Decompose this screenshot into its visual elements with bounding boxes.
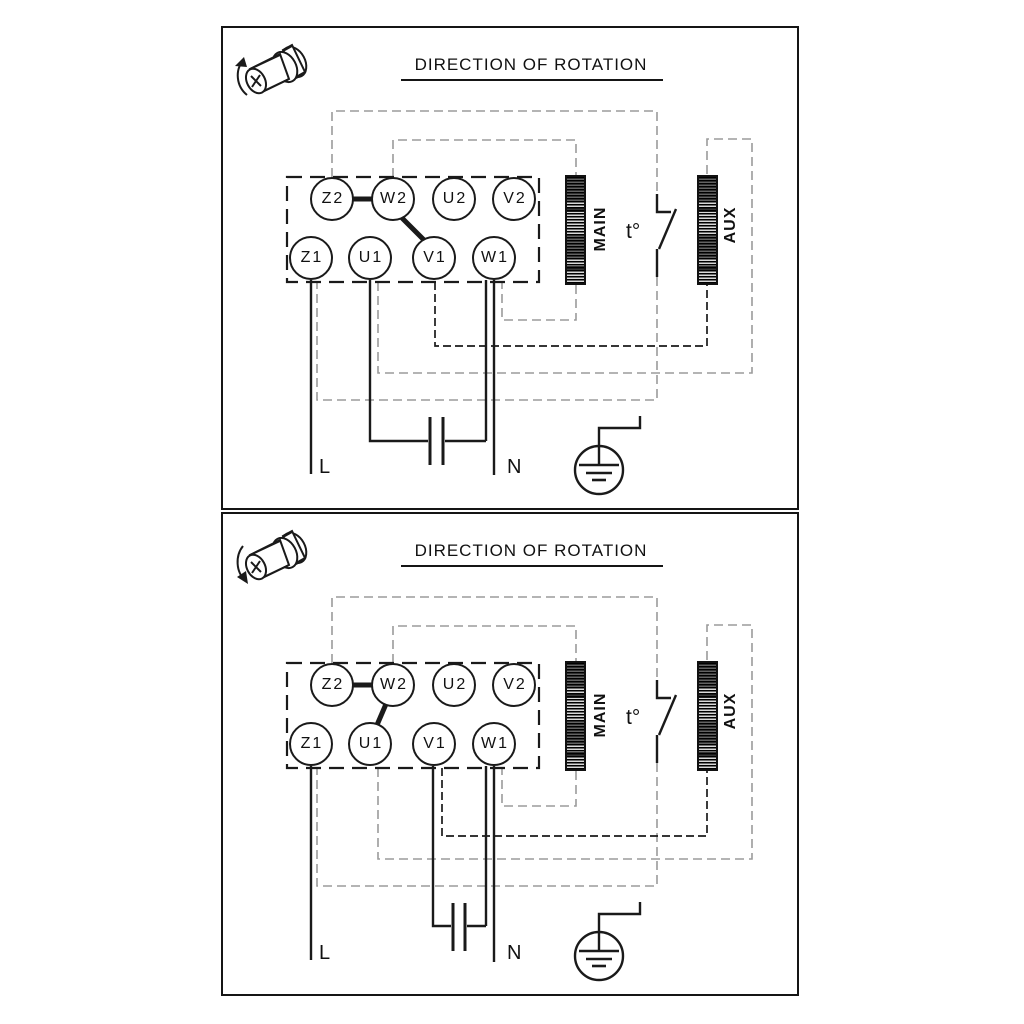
- terminal-v2: [492, 177, 536, 221]
- line-label-L: L: [319, 942, 331, 964]
- bridge-w2-u1: [377, 704, 386, 725]
- terminal-u1: [348, 722, 392, 766]
- aux-winding-symbol: [697, 175, 718, 285]
- panel-title: DIRECTION OF ROTATION: [414, 541, 648, 560]
- main-winding-symbol: [565, 661, 586, 771]
- terminal-label: Z2: [321, 190, 345, 207]
- thermal-switch-label: t°: [626, 706, 641, 729]
- rotation-direction-icon-up: [233, 40, 315, 100]
- line-label-N: N: [507, 456, 522, 478]
- aux-winding-label: AUX: [722, 206, 739, 244]
- line-label-N: N: [507, 942, 522, 964]
- terminal-label: U1: [358, 735, 384, 752]
- title-underline: [401, 565, 663, 567]
- terminal-label: U1: [358, 249, 384, 266]
- terminal-v1: [412, 236, 456, 280]
- aux-winding-label: AUX: [722, 692, 739, 730]
- title-underline: [401, 79, 663, 81]
- terminal-label: V1: [423, 249, 447, 266]
- thermal-switch-symbol: [657, 194, 676, 277]
- terminal-z2: [310, 177, 354, 221]
- terminal-label: W1: [481, 735, 509, 752]
- thermal-switch-label: t°: [626, 220, 641, 243]
- terminal-label: V1: [423, 735, 447, 752]
- terminal-w2: [371, 663, 415, 707]
- terminal-w1: [472, 722, 516, 766]
- terminal-label: W1: [481, 249, 509, 266]
- terminal-label: W2: [380, 190, 408, 207]
- terminal-label: V2: [503, 676, 527, 693]
- terminal-label: W2: [380, 676, 408, 693]
- terminal-label: Z1: [300, 249, 324, 266]
- aux-winding-symbol: [697, 661, 718, 771]
- terminal-w2: [371, 177, 415, 221]
- terminal-u2: [432, 663, 476, 707]
- panel-title: DIRECTION OF ROTATION: [414, 55, 648, 74]
- terminal-z2: [310, 663, 354, 707]
- earth-ground-symbol: [575, 416, 640, 494]
- terminal-w1: [472, 236, 516, 280]
- terminal-v2: [492, 663, 536, 707]
- terminal-u1: [348, 236, 392, 280]
- main-winding-symbol: [565, 175, 586, 285]
- terminal-v1: [412, 722, 456, 766]
- terminal-label: Z1: [300, 735, 324, 752]
- main-winding-label: MAIN: [592, 206, 609, 252]
- rotation-diagram-panel-2: [221, 512, 799, 996]
- terminal-label: U2: [442, 676, 468, 693]
- wire-v1-capacitor: [433, 766, 451, 926]
- rotation-direction-icon-down: [233, 526, 315, 586]
- earth-ground-symbol: [575, 902, 640, 980]
- line-label-L: L: [319, 456, 331, 478]
- terminal-label: Z2: [321, 676, 345, 693]
- main-winding-label: MAIN: [592, 692, 609, 738]
- terminal-z1: [289, 722, 333, 766]
- thermal-switch-symbol: [657, 680, 676, 763]
- bridge-w2-v1: [402, 218, 424, 240]
- terminal-label: V2: [503, 190, 527, 207]
- terminal-label: U2: [442, 190, 468, 207]
- terminal-z1: [289, 236, 333, 280]
- rotation-diagram-panel-1: [221, 26, 799, 510]
- terminal-u2: [432, 177, 476, 221]
